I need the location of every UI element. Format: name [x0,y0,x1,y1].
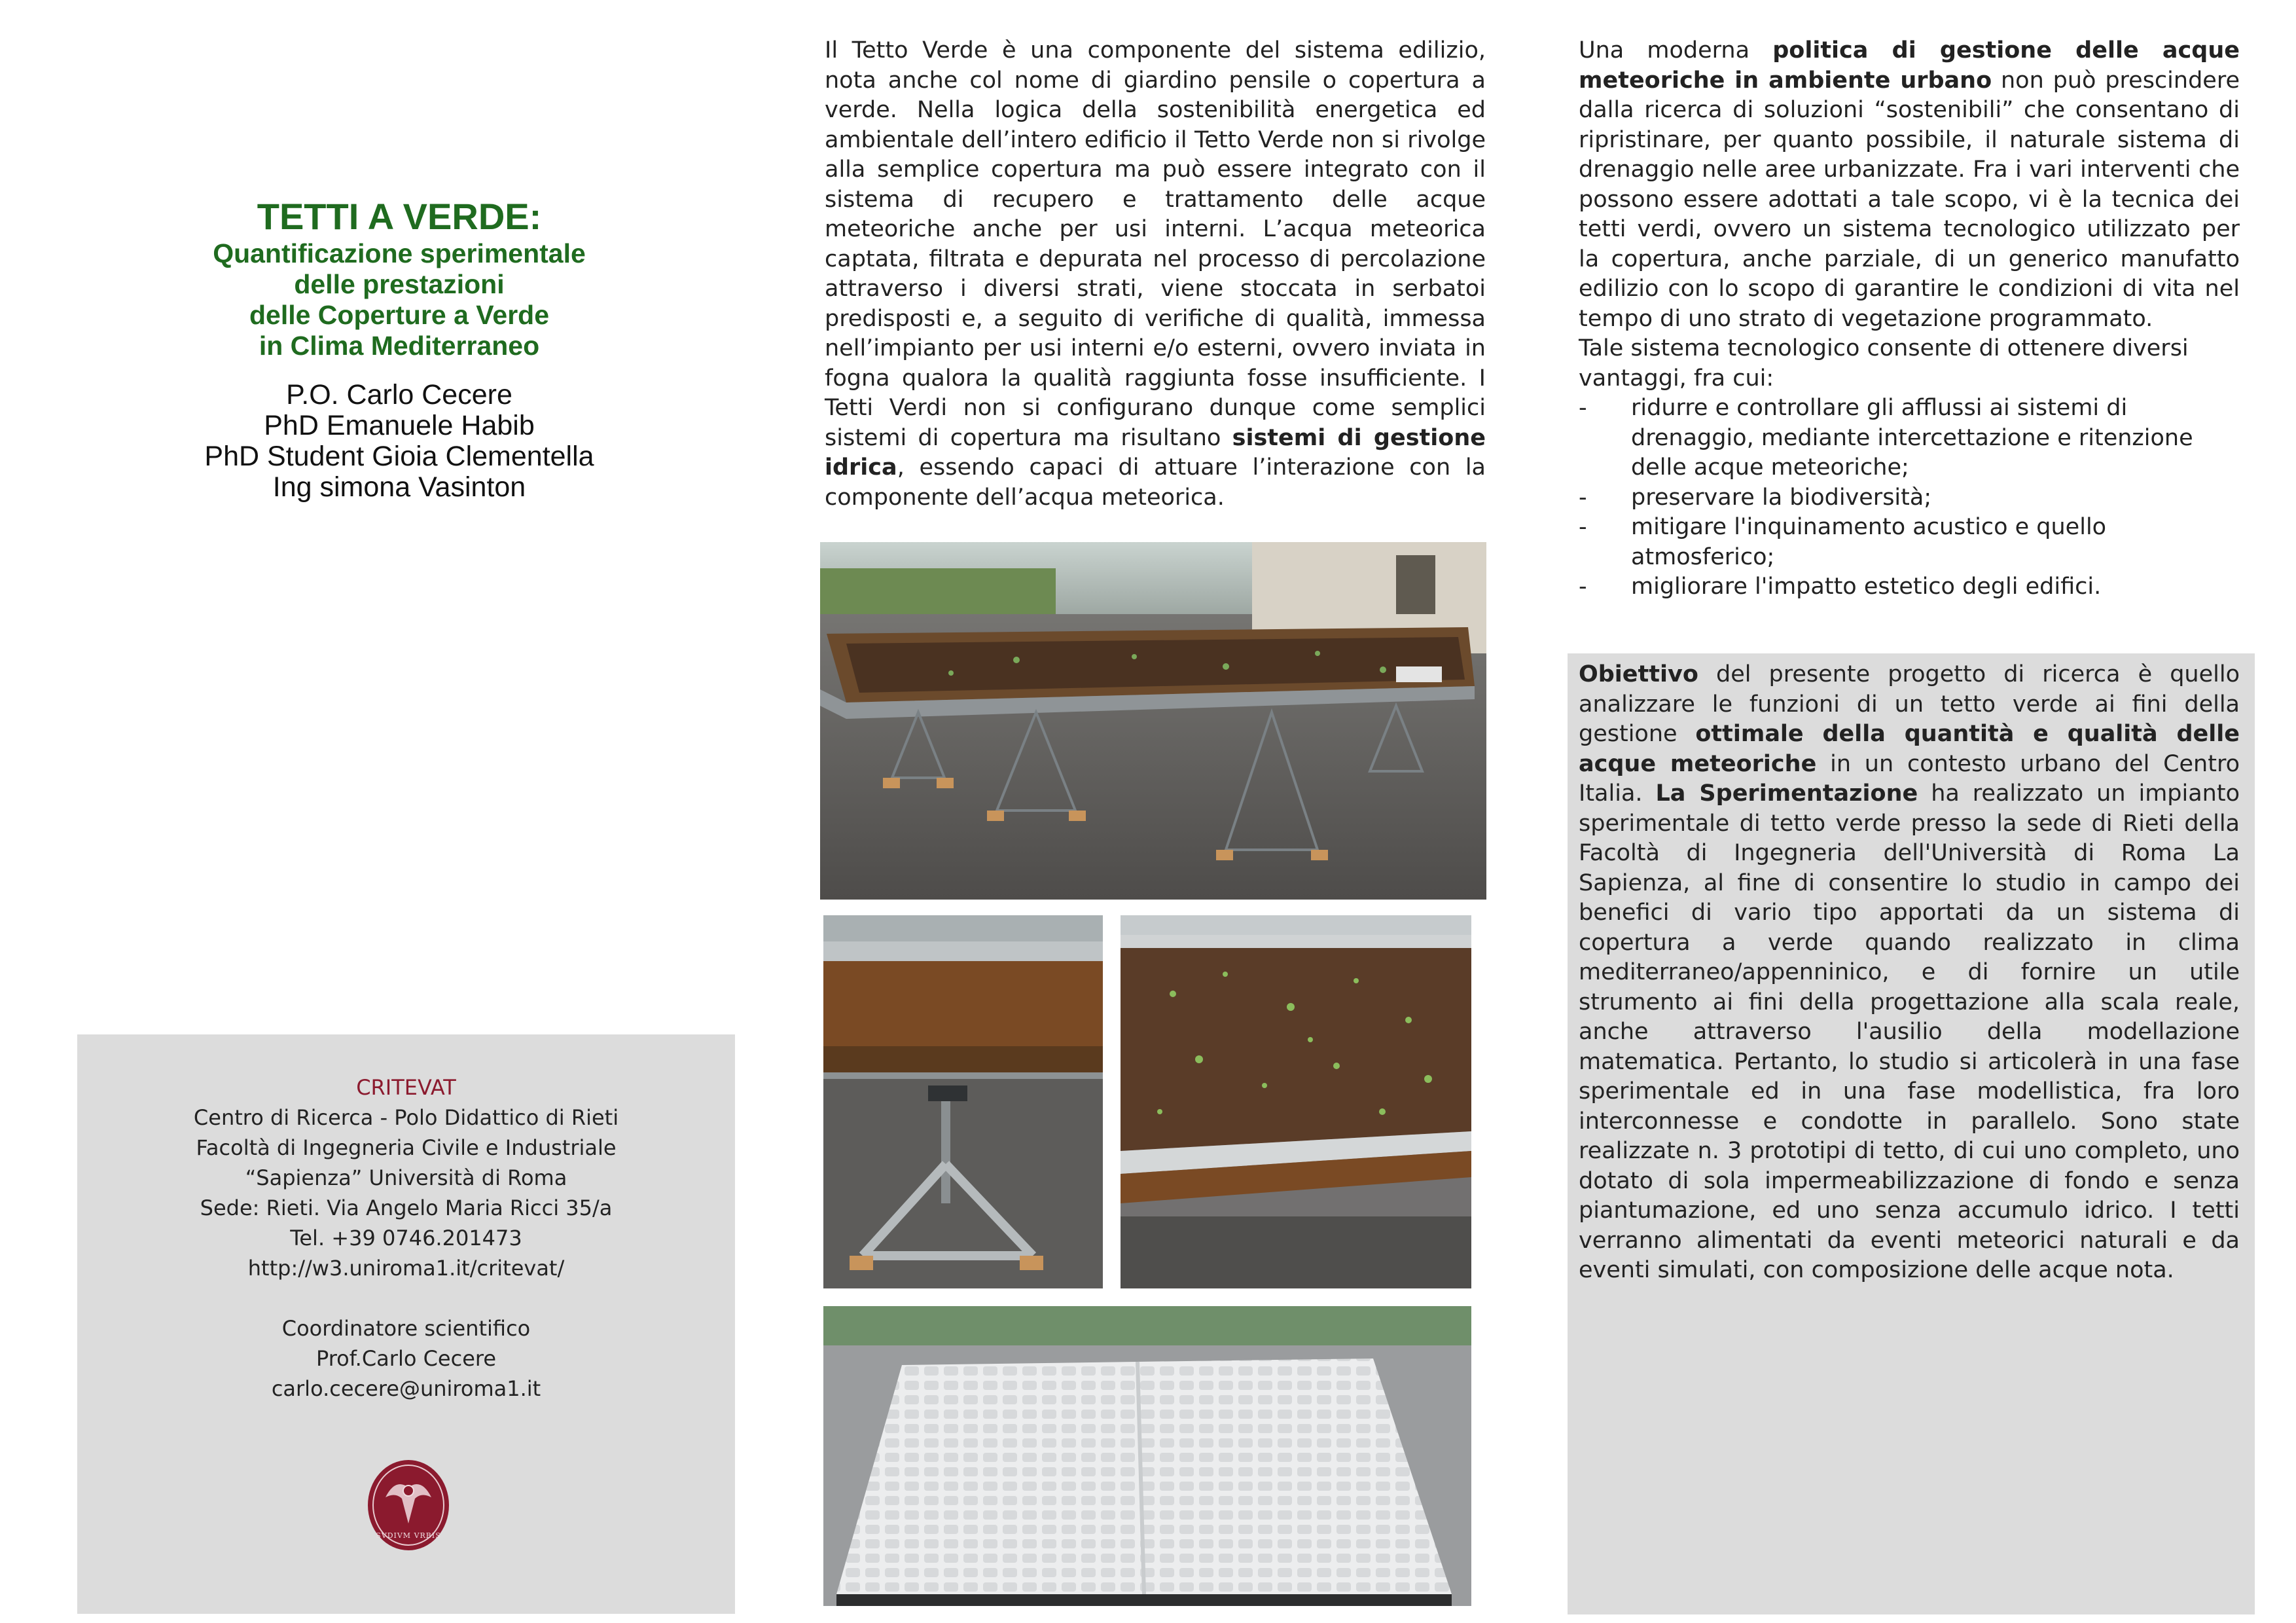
author: Ing simona Vasinton [272,471,526,503]
center-name: CRITEVAT [356,1075,456,1100]
list-item: - mitigare l'inquinamento acustico e quello atmosferico; [1579,514,2107,570]
subtitle [124,238,674,361]
subtitle-line: in Clima Mediterraneo [259,331,540,361]
photo-drainage-panels [823,1306,1471,1606]
stormwater-section [1579,36,2240,602]
subtitle-line: delle prestazioni [294,269,505,299]
coordinator-email[interactable]: carlo.cecere@uniroma1.it [271,1376,541,1401]
phone-number: Tel. +39 0746.201473 [290,1226,522,1250]
website-link[interactable]: http://w3.uniroma1.it/critevat/ [247,1256,565,1281]
info-line: Facoltà di Ingegneria Civile e Industriale [196,1135,617,1160]
benefits-list [1579,393,2240,602]
objective-label: Obiettivo [1579,661,1698,687]
title-block [124,196,674,503]
photo-support-structure [823,915,1103,1288]
list-dash: - [1579,514,1587,540]
list-item: - ridurre e controllare gli afflussi ai sistemi di drenaggio, mediante intercettazione e ritenzione delle acque meteoriche; [1579,395,2193,481]
svg-text:SVDIVM VRBIS: SVDIVM VRBIS [376,1531,441,1540]
list-dash: - [1579,484,1587,511]
objective-box [1568,653,2255,1614]
photo-planted-substrate [1121,915,1471,1288]
list-dash: - [1579,395,1587,421]
highlight-water-management: sistemi di gestione idrica [825,424,1486,481]
main-title: TETTI A VERDE: [257,196,542,237]
author: PhD Emanuele Habib [264,410,535,441]
subtitle-line: delle Coperture a Verde [249,300,549,330]
author: P.O. Carlo Cecere [286,379,512,410]
list-dash: - [1579,574,1587,600]
experimentation-label: La Sperimentazione [1655,780,1918,807]
photo-green-roof-prototype [820,542,1486,900]
highlight-stormwater-policy: politica di gestione delle acque meteoriche in ambiente urbano [1579,37,2240,94]
info-line: Sede: Rieti. Via Angelo Maria Ricci 35/a [200,1195,613,1220]
list-item: - preservare la biodiversità; [1579,483,2240,513]
subtitle-line: Quantificazione sperimentale [213,238,586,268]
coordinator-name: Prof.Carlo Cecere [315,1346,497,1371]
stormwater-paragraph: Una moderna politica di gestione delle acque meteoriche in ambiente urbano non può prescindere dalla ricerca di soluzioni “sostenibili” che consentano di ripristinare, per quanto possibile, il naturale sistema di drenaggio nelle aree urbanizzate. Fra i vari interventi che possono essere adottati a tale scopo, vi è la tecnica dei tetti verdi, ovvero un sistema tecnologico utilizzato per la copertura, anche parziale, di un generico manufatto edilizio con lo scopo di garantire le condizioni di vita nel tempo di uno strato di vegetazione programmato. [1579,37,2240,332]
coordinator-label: Coordinatore scientifico [281,1316,531,1341]
benefits-intro: Tale sistema tecnologico consente di ottenere diversi vantaggi, fra cui: [1579,335,2189,392]
list-item: - migliorare l'impatto estetico degli edifici. [1579,572,2240,602]
author-list [124,380,674,503]
contact-info-box [77,1034,735,1614]
sapienza-seal-logo [366,1458,451,1552]
objective-paragraph: Obiettivo del presente progetto di ricerca è quello analizzare le funzioni di un tetto verde ai fini della gestione ottimale della quantità e qualità delle acque meteoriche in un contesto urbano del Centro Italia. La Sperimentazione ha realizzato un impianto sperimentale di tetto verde presso la sede di Rieti della Facoltà di Ingegneria dell'Università di Roma La Sapienza, al fine di consentire lo studio in campo dei benefici di vario tipo apportati da un sistema di copertura a verde quando realizzato in clima mediterraneo/appenninico, e di fornire un utile strumento ai fini della progettazione alla scala reale, anche attraverso l'ausilio della modellazione matematica. Pertanto, lo studio si articolerà in una fase sperimentale ed in una fase modellistica, fra loro interconnesse e condotte in parallelo. Sono state realizzate n. 3 prototipi di tetto, di cui uno completo, uno dotato di sola impermeabilizzazione di fondo e senza piantumazione, ed uno senza accumulo idrico. I tetti verranno alimentati da eventi meteorici naturali e da eventi simulati, con composizione delle acque nota. [1579,661,2240,1283]
intro-paragraph: Il Tetto Verde è una componente del sistema edilizio, nota anche col nome di giardino pensile o copertura a verde. Nella logica della sostenibilità energetica ed ambientale dell’intero edificio il Tetto Verde non si rivolge alla semplice copertura ma può essere integrato con il sistema di recupero e trattamento delle acque meteoriche anche per usi interni. L’acqua meteorica captata, filtrata e depurata nel processo di percolazione attraverso i diversi strati, viene stoccata in serbatoi predisposti e, a seguito di verifiche di qualità, immessa nell’impianto per usi interni e/o esterni, ovvero inviata in fogna qualora la qualità raggiunta fosse insufficiente. I Tetti Verdi non si configurano dunque come semplici sistemi di copertura ma risultano sistemi di gestione idrica, essendo capaci di attuare l’interazione con la componente dell’acqua meteorica. [825,37,1486,511]
info-line: Centro di Ricerca - Polo Didattico di Rieti [193,1105,619,1130]
author: PhD Student Gioia Clementella [204,441,594,472]
info-line: “Sapienza” Università di Roma [245,1165,567,1190]
